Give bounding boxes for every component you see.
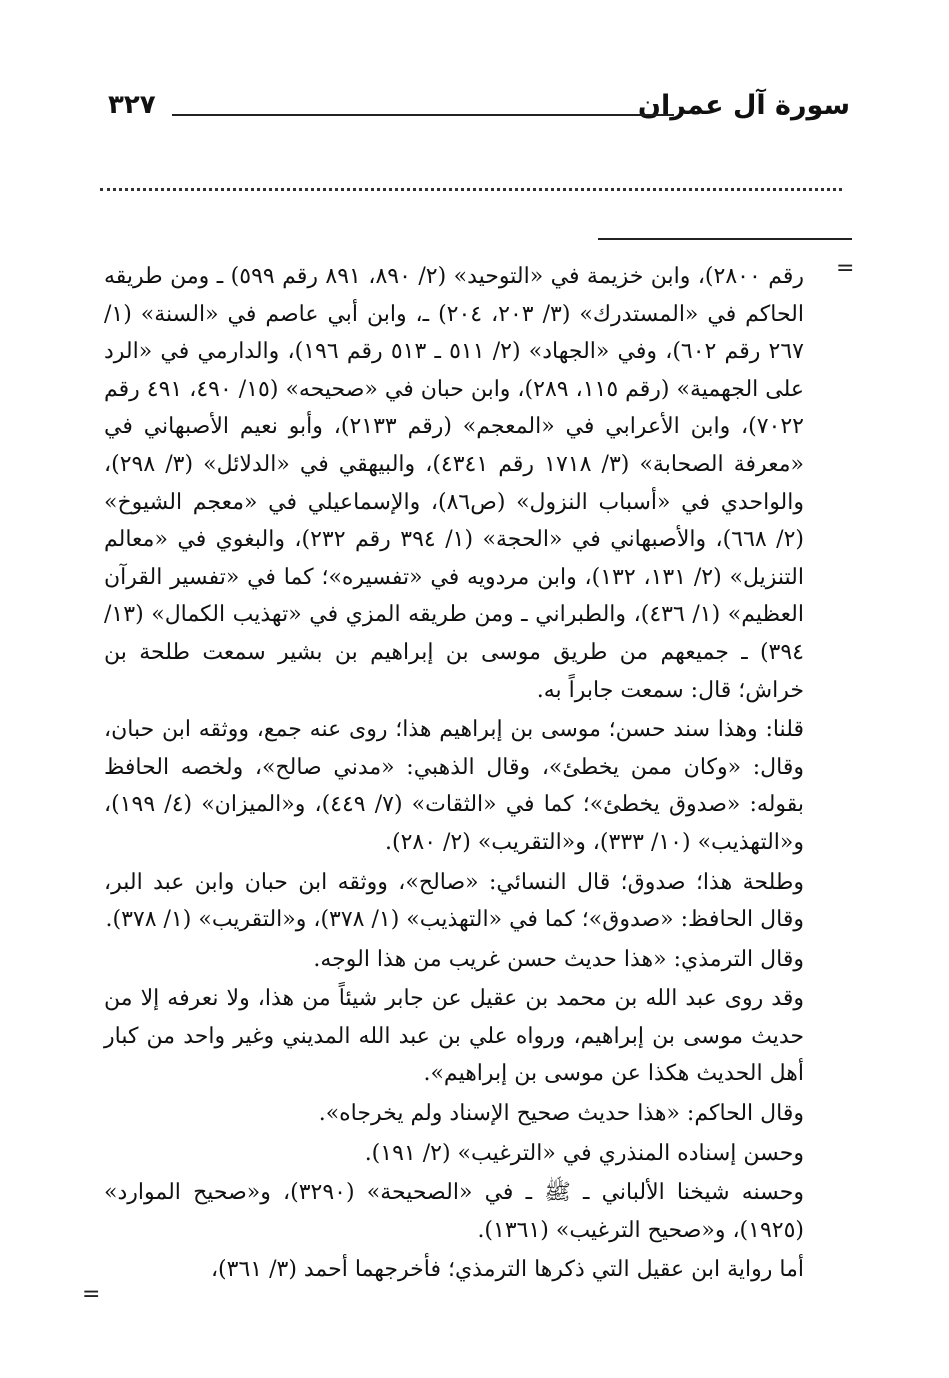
footnote-paragraph: وحسن إسناده المنذري في «الترغيب» (٢/ ١٩١). — [364, 1140, 804, 1166]
page-header — [108, 88, 850, 138]
footnote-paragraph: رقم ٢٨٠٠)، وابن خزيمة في «التوحيد» (٢/ ٨٩٠، ٨٩١ رقم ٥٩٩) ـ ومن طريقه الحاكم في «المستدرك» (٣/ ٢٠٣، ٢٠٤) ـ، وابن أبي عاصم في «السنة» (١/ ٢٦٧ رقم ٦٠٢)، وفي «الجهاد» (٢/ ٥١١ ـ ٥١٣ رقم ١٩٦)، والدارمي في «الرد على الجهمية» (رقم ١١٥، ٢٨٩)، وابن حبان في «صحيحه» (١٥/ ٤٩٠، ٤٩١ رقم ٧٠٢٢)، وابن الأعرابي في «المعجم» (رقم ٢١٣٣)، وأبو نعيم الأصبهاني في «معرفة الصحابة» (٣/ ١٧١٨ رقم ٤٣٤١)، والبيهقي في «الدلائل» (٣/ ٢٩٨)، والواحدي في «أسباب النزول» (ص٨٦)، والإسماعيلي في «معجم الشيوخ» (٢/ ٦٦٨)، والأصبهاني في «الحجة» (١/ ٣٩٤ رقم ٢٣٢)، والبغوي في «معالم التنزيل» (٢/ ١٣١، ١٣٢)، وابن مردويه في «تفسيره»؛ كما في «تفسير القرآن العظيم» (١/ ٤٣٦)، والطبراني ـ ومن طريقه المزي في «تهذيب الكمال» (١٣/ ٣٩٤) ـ جميعهم من طريق موسى بن إبراهيم بن بشير سمعت طلحة بن خراش؛ قال: سمعت جابراً به. — [104, 264, 805, 703]
footnote-paragraph: وقال الحاكم: «هذا حديث صحيح الإسناد ولم يخرجاه». — [318, 1101, 804, 1127]
footnote-rule — [598, 238, 852, 240]
footnote-paragraph: أما رواية ابن عقيل التي ذكرها الترمذي؛ فأخرجهما أحمد (٣/ ٣٦١)، — [210, 1257, 804, 1283]
footnote-paragraph: قلنا: وهذا سند حسن؛ موسى بن إبراهيم هذا؛ روى عنه جمع، ووثقه ابن حبان، وقال: «وكان ممن يخطئ»، وقال الذهبي: «مدني صالح»، ولخصه الحافظ بقوله: «صدوق يخطئ»؛ كما في «الثقات» (٧/ ٤٤٩)، و«الميزان» (٤/ ١٩٩)، و«التهذيب» (١٠/ ٣٣٣)، و«التقريب» (٢/ ٢٨٠). — [104, 717, 805, 855]
continuation-mark-bottom: = — [82, 1282, 101, 1307]
header-rule — [172, 114, 674, 116]
footnote-paragraph: وقد روى عبد الله بن محمد بن عقيل عن جابر شيئاً من هذا، ولا نعرفه إلا من حديث موسى بن إبراهيم، ورواه علي بن عبد الله المديني وغير واحد من كبار أهل الحديث هكذا عن موسى بن إبراهيم». — [104, 986, 804, 1087]
footnotes-body — [104, 258, 804, 1291]
footnote-paragraph: وحسنه شيخنا الألباني ـ ﷺ ـ في «الصحيحة» (٣٢٩٠)، و«صحيح الموارد» (١٩٢٥)، و«صحيح الترغيب» (١٣٦١). — [104, 1180, 804, 1243]
continuation-mark-top: = — [836, 256, 855, 281]
footnote-paragraph: وقال الترمذي: «هذا حديث حسن غريب من هذا الوجه. — [313, 946, 804, 972]
surah-title: سورة آل عمران — [637, 90, 850, 121]
dotted-separator — [100, 188, 842, 191]
page-number: ٣٢٧ — [108, 90, 156, 120]
footnote-paragraph: وطلحة هذا؛ صدوق؛ قال النسائي: «صالح»، ووثقه ابن حبان وابن عبد البر، وقال الحافظ: «صدوق»؛ كما في «التهذيب» (١/ ٣٧٨)، و«التقريب» (١/ ٣٧٨). — [104, 869, 804, 933]
